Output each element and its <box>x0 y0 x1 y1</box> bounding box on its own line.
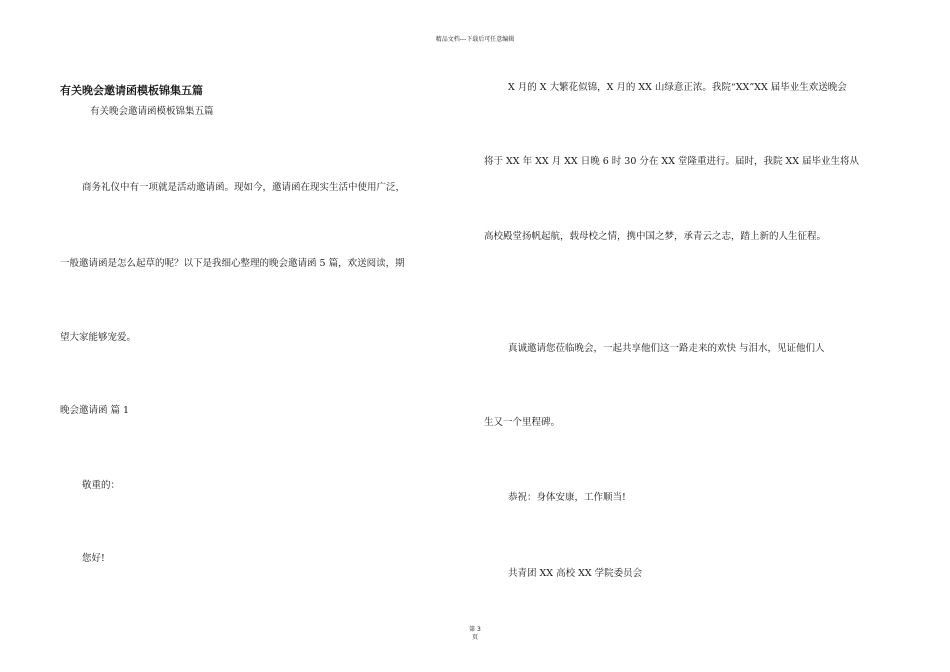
document-title: 有关晚会邀请函模板锦集五篇 <box>60 84 203 97</box>
intro-line-2: 一般邀请函是怎么起草的呢？以下是我细心整理的晚会邀请函 5 篇，欢送阅读，期 <box>60 258 405 269</box>
page-number-line-1: 第 3 <box>469 626 481 633</box>
right-line-5: 生又一个里程碑。 <box>484 417 561 428</box>
salutation: 敬重的： <box>82 480 121 491</box>
document-subtitle: 有关晚会邀请函模板锦集五篇 <box>90 106 214 117</box>
right-line-1: X 月的 X 大繁花似锦，X 月的 XX 山绿意正浓。我院“XX”XX 届毕业生欢送晚会 <box>508 82 847 93</box>
intro-line-1: 商务礼仪中有一项就是活动邀请函。现如今，邀请函在现实生活中使用广泛， <box>82 182 406 193</box>
greeting: 您好! <box>82 553 105 564</box>
right-line-2: 将于 XX 年 XX 月 XX 日晚 6 时 30 分在 XX 堂隆重进行。届时，我院 XX 届毕业生将从 <box>484 156 860 167</box>
right-line-3: 高校殿堂扬帆起航，载母校之情，携中国之梦，承青云之志，踏上新的人生征程。 <box>484 231 827 242</box>
intro-line-3: 望大家能够宠爱。 <box>60 332 137 343</box>
section-heading: 晚会邀请函 篇 1 <box>60 405 130 416</box>
header-note: 精品文档---下载后可任意编辑 <box>435 36 515 43</box>
signature: 共青团 XX 高校 XX 学院委员会 <box>508 568 643 579</box>
right-line-6: 恭祝：身体安康，工作顺当! <box>508 492 626 503</box>
page-number-line-2: 页 <box>471 634 478 641</box>
right-line-4: 真诚邀请您莅临晚会，一起共享他们这一路走来的欢快 与泪水，见证他们人 <box>508 343 825 354</box>
